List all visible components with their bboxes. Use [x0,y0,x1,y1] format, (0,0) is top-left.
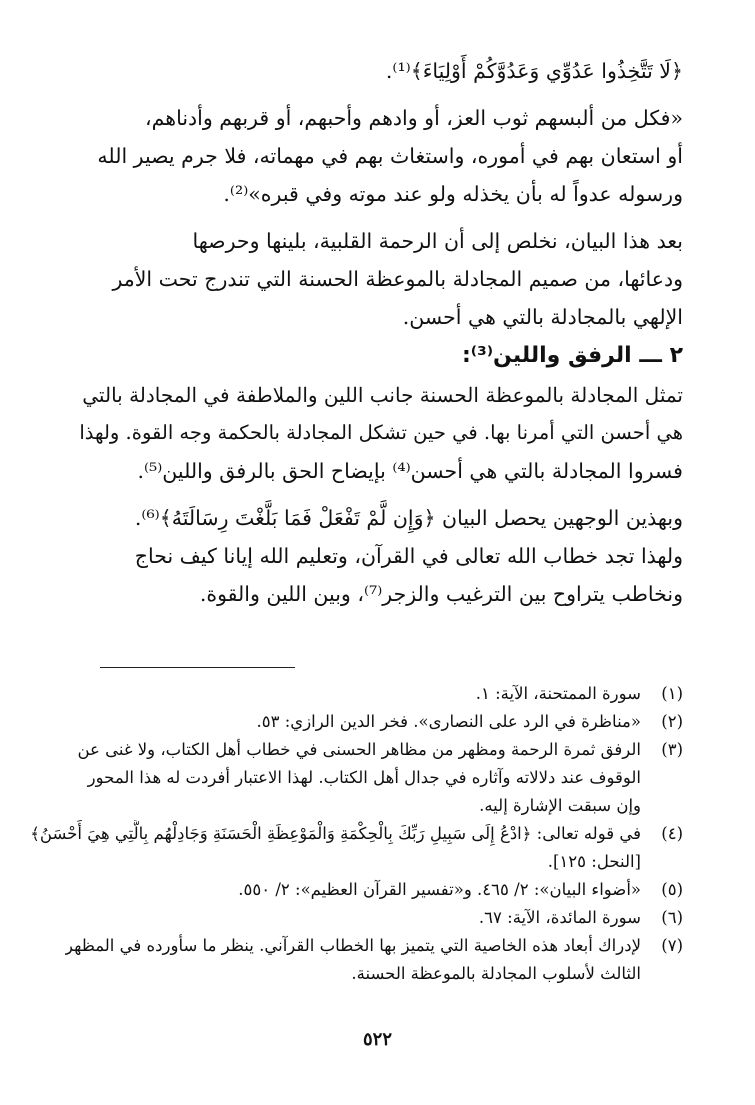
footnote-number: (٦) [661,908,683,927]
footnote-line: في قوله تعالى: ﴿ادْعُ إِلَى سَبِيلِ رَبِّكَ بِالْحِكْمَةِ وَالْمَوْعِظَةِ الْحَسَنَةِ وَجَادِلْهُم بِالَّتِي هِيَ أَحْسَنُ﴾ [30,824,641,843]
text-line: أو استعان بهم في أموره، واستغاث بهم في مهماته، فلا جرم يصير الله [97,144,683,168]
text-line: ورسوله عدواً له بأن يخذله ولو عند موته وفي قبره»⁽²⁾. [223,182,683,206]
paragraph-razi-quote [71,99,683,213]
footnote-line: [النحل: ١٢٥]. [547,852,641,871]
footnote-line: «أضواء البيان»: ٢/ ٤٦٥. و«تفسير القرآن العظيم»: ٢/ ٥٥٠. [238,880,641,899]
footnotes [30,680,683,988]
footnote-3 [71,736,683,820]
paragraph-quran-quote [71,52,683,90]
text-line: ولهذا تجد خطاب الله تعالى في القرآن، وتعليم الله إيانا كيف نحاج [134,544,683,568]
footnote-7 [65,932,683,988]
footnote-number: (٤) [661,824,683,843]
footnote-line: الوقوف عند دلالاته وآثاره في جدال أهل الكتاب. لهذا الاعتبار أفردت له هذا المحور [87,768,641,787]
footnote-number: (٣) [661,740,683,759]
text-line: ﴿لَا تَتَّخِذُوا عَدُوِّي وَعَدُوَّكُمْ أَوْلِيَاءَ﴾⁽¹⁾. [385,59,683,83]
footnote-line: وإن سبقت الإشارة إليه. [479,796,641,815]
footnote-line: لإدراك أبعاد هذه الخاصية التي يتميز بها الخطاب القرآني. ينظر ما سأورده في المظهر [65,936,641,955]
footnote-line: سورة المائدة، الآية: ٦٧. [478,908,641,927]
footnote-2 [71,708,683,736]
footnote-line: سورة الممتحنة، الآية: ١. [475,684,641,703]
paragraph-gentleness [71,376,683,490]
text-line: «فكل من ألبسهم ثوب العز، أو وادهم وأحبهم، أو قربهم وأدناهم، [145,106,683,130]
footnote-number: (٥) [661,880,683,899]
footnote-6 [71,904,683,932]
footnote-1 [71,680,683,708]
footnote-5 [71,876,683,904]
section-heading: ٢ ـــ الرفق واللين⁽³⁾: [461,343,683,368]
footnote-line: «مناظرة في الرد على النصارى». فخر الدين الرازي: ٥٣. [256,712,641,731]
text-line: الإلهي بالمجادلة بالتي هي أحسن. [402,305,683,329]
page-number: ٥٢٢ [362,1029,392,1050]
text-line: تمثل المجادلة بالموعظة الحسنة جانب اللين والملاطفة في المجادلة بالتي [82,383,683,407]
footnote-line: الثالث لأسلوب المجادلة بالموعظة الحسنة. [351,964,641,983]
footnote-separator [100,667,295,668]
footnote-number: (١) [661,684,683,703]
main-text [71,52,683,613]
footnote-line: الرفق ثمرة الرحمة ومظهر من مظاهر الحسنى في خطاب أهل الكتاب، ولا غنى عن [77,740,641,759]
text-line: ودعائها، من صميم المجادلة بالموعظة الحسنة التي تندرج تحت الأمر [112,267,683,291]
text-line: هي أحسن التي أمرنا بها. في حين تشكل المجادلة بالحكمة وجه القوة. ولهذا [79,421,683,444]
text-line: ونخاطب يتراوح بين الترغيب والزجر⁽⁷⁾، وبين اللين والقوة. [199,582,683,606]
text-line: فسروا المجادلة بالتي هي أحسن⁽⁴⁾ بإيضاح الحق بالرفق واللين⁽⁵⁾. [137,459,683,483]
footnote-number: (٢) [661,712,683,731]
footnote-number: (٧) [661,936,683,955]
text-line: بعد هذا البيان، نخلص إلى أن الرحمة القلبية، بلينها وحرصها [192,229,683,253]
text-line: وبهذين الوجهين يحصل البيان ﴿وَإِن لَّمْ تَفْعَلْ فَمَا بَلَّغْتَ رِسَالَتَهُ﴾⁽⁶⁾. [134,506,683,530]
paragraph-summary [71,222,683,336]
paragraph-two-aspects [71,499,683,613]
footnote-4 [30,820,683,876]
